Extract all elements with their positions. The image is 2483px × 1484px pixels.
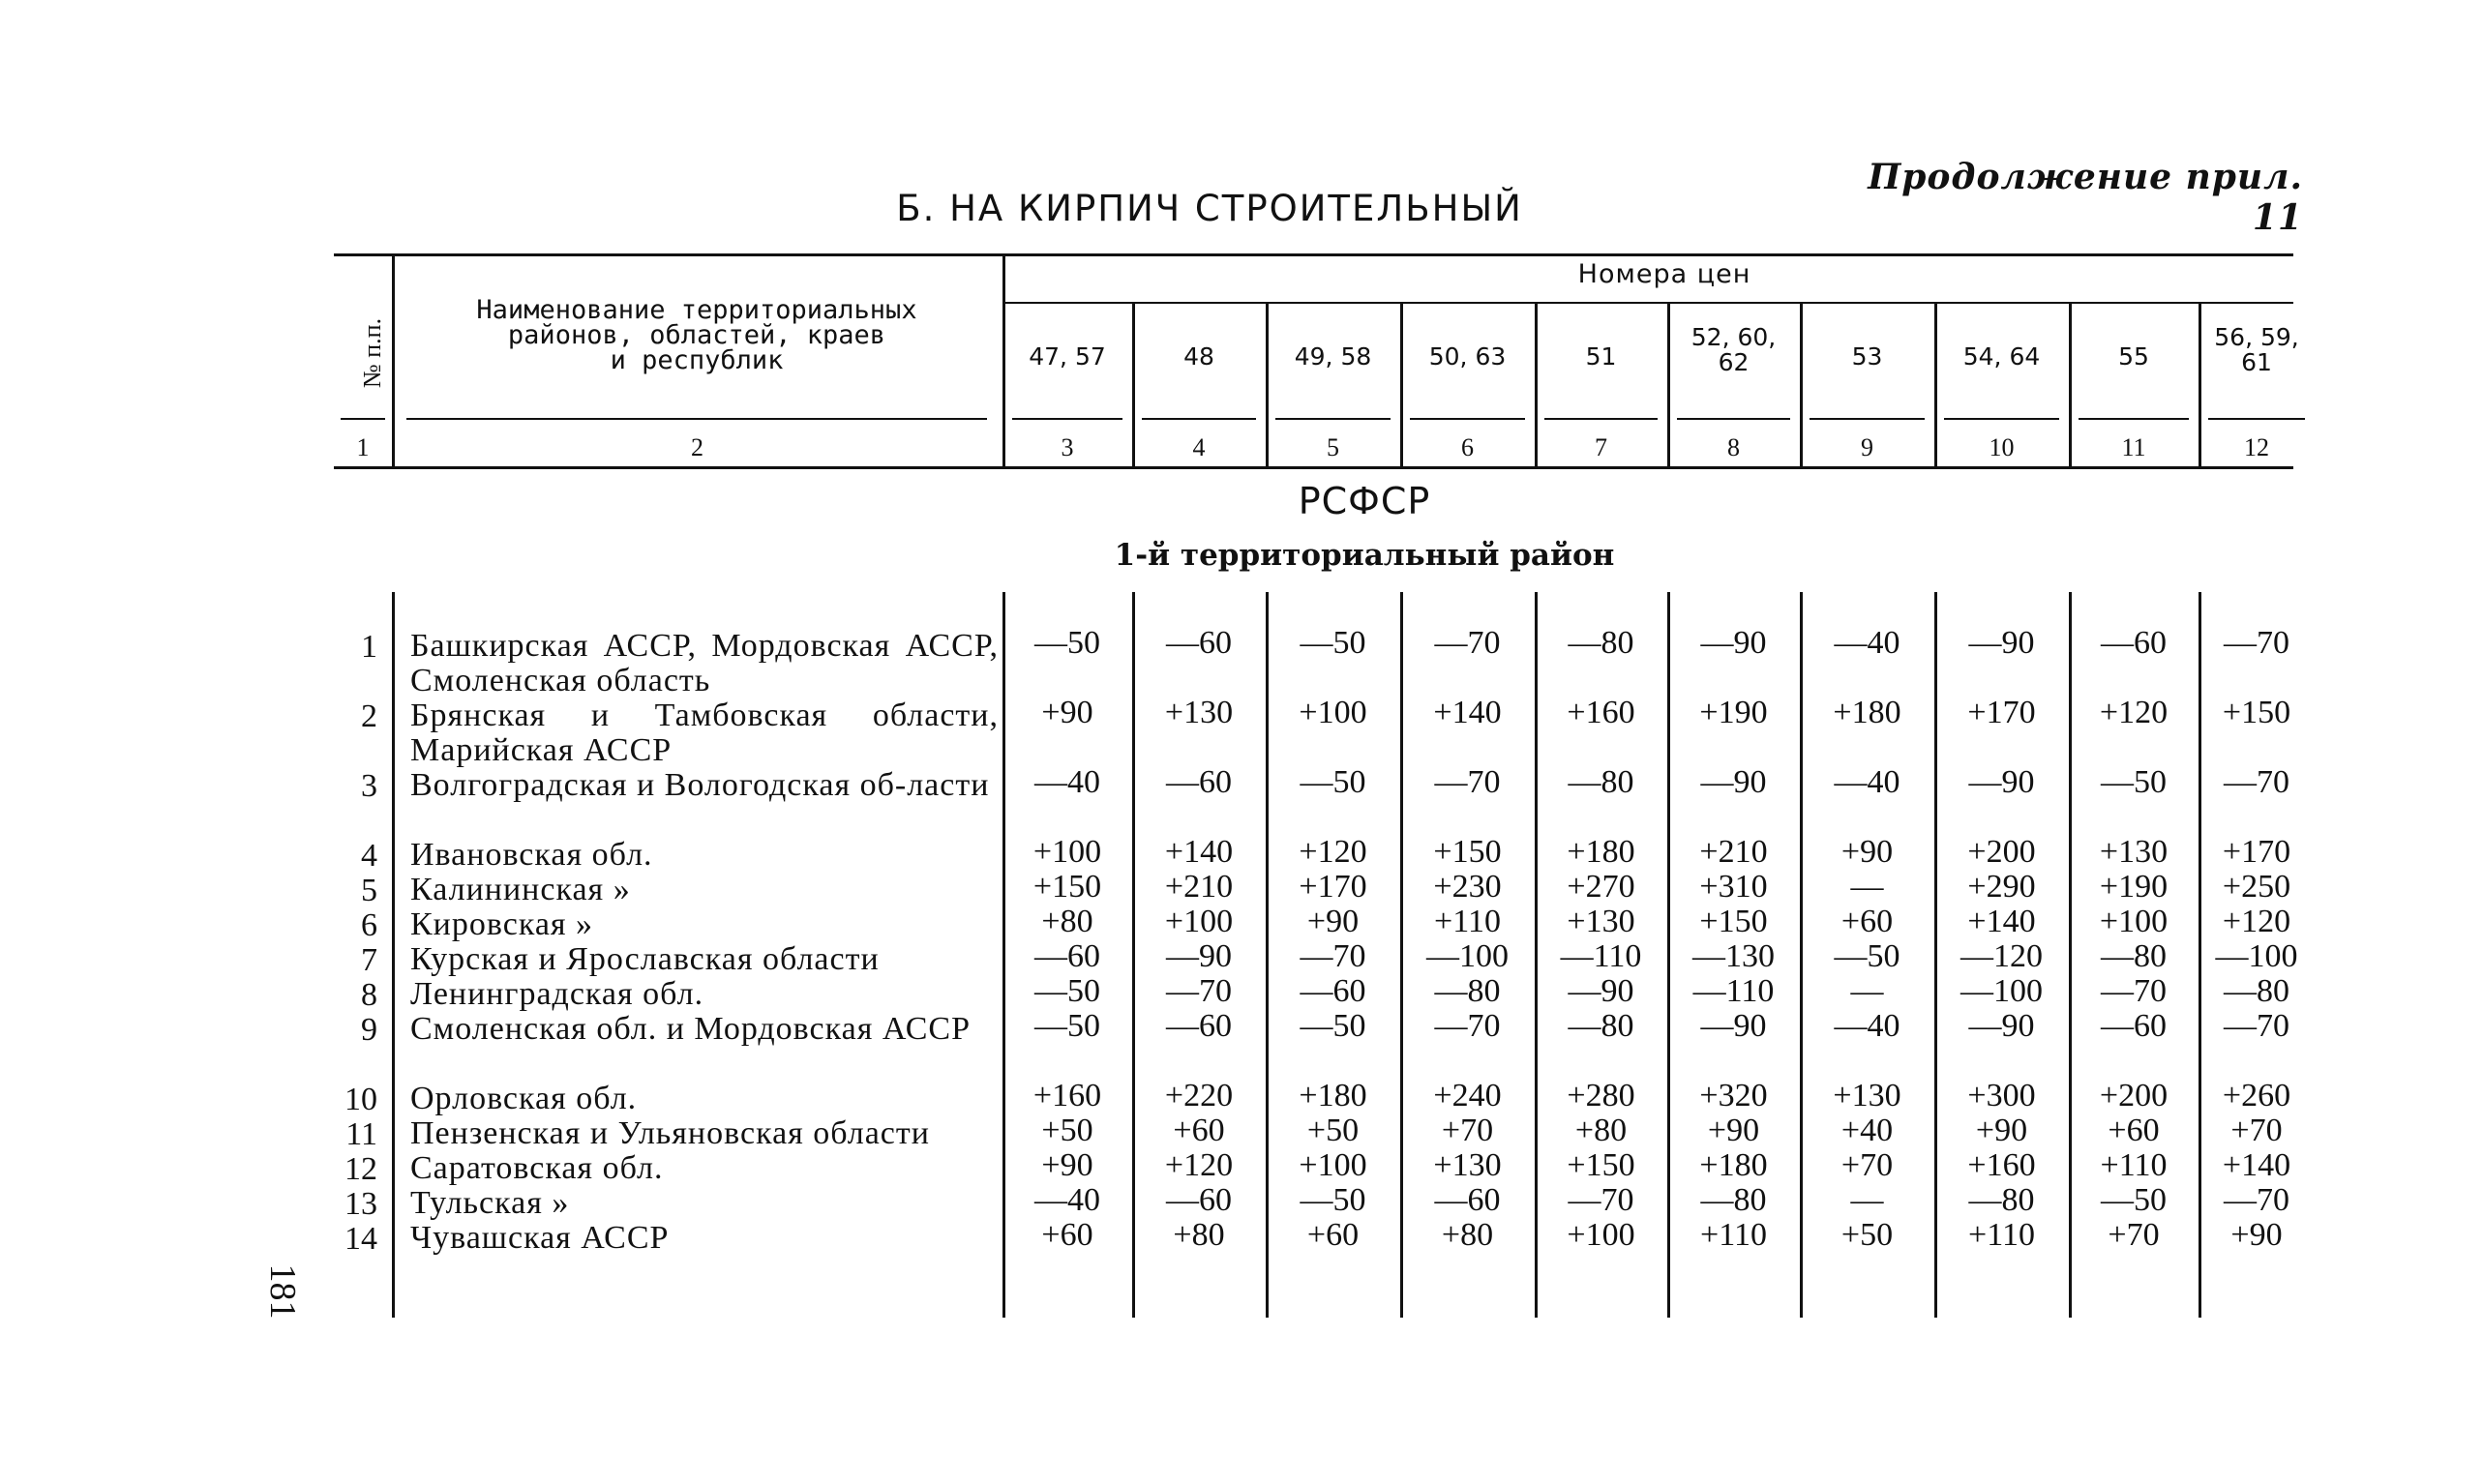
price-cell: +100 — [1164, 904, 1234, 939]
price-cell: +230 — [1433, 869, 1502, 905]
price-cell: —50 — [1300, 764, 1366, 800]
row-number: 9 — [361, 1012, 377, 1048]
price-cell: +120 — [1299, 834, 1367, 870]
row-number: 12 — [344, 1151, 377, 1187]
column-number: 9 — [1861, 433, 1873, 461]
price-cell: —80 — [1434, 973, 1501, 1009]
header-underline — [1677, 418, 1790, 420]
header-underline — [341, 418, 385, 420]
price-cell: —100 — [1960, 973, 2043, 1009]
price-cell: —80 — [2101, 938, 2167, 974]
price-cell: +320 — [1699, 1078, 1768, 1113]
price-cell: +130 — [1433, 1147, 1502, 1183]
price-column-header: 52, 60, 62 — [1690, 323, 1777, 376]
price-cell: +90 — [1041, 695, 1093, 730]
price-cell: —60 — [1034, 938, 1100, 974]
header-underline — [1410, 418, 1525, 420]
page-number: 181 — [262, 1263, 303, 1320]
price-cell: +180 — [1567, 834, 1635, 870]
price-cell: —40 — [1834, 1008, 1900, 1044]
column-number: 3 — [1061, 433, 1074, 461]
price-cell: +60 — [2108, 1113, 2160, 1148]
price-cell: +110 — [1968, 1217, 2035, 1253]
price-cell: +50 — [1306, 1113, 1360, 1148]
price-numbers-header: Номера цен — [1577, 259, 1751, 289]
price-cell: +210 — [1699, 834, 1768, 870]
column-number: 4 — [1192, 433, 1206, 461]
price-cell: +190 — [1699, 695, 1768, 730]
price-cell: +100 — [1567, 1217, 1635, 1253]
row-region-name: Кировская » — [410, 906, 594, 942]
row-number: 1 — [361, 629, 377, 665]
vline-body-np — [392, 592, 395, 1318]
column-number: 5 — [1327, 433, 1339, 461]
price-cell: +170 — [2222, 834, 2291, 870]
header-underline — [406, 418, 987, 420]
price-cell: +150 — [1699, 904, 1768, 939]
price-cell: +90 — [1840, 834, 1894, 870]
header-underline — [1275, 418, 1391, 420]
price-cell: +150 — [1433, 834, 1502, 870]
header-underline — [1810, 418, 1925, 420]
price-column-header: 50, 63 — [1428, 342, 1507, 371]
price-cell: +70 — [2230, 1113, 2283, 1148]
price-cell: +40 — [1840, 1113, 1894, 1148]
header-underline — [1944, 418, 2059, 420]
price-cell: —50 — [1034, 973, 1100, 1009]
row-number: 13 — [344, 1186, 377, 1222]
price-cell: +110 — [2100, 1147, 2168, 1183]
price-cell: —70 — [2224, 625, 2289, 661]
price-cell: —80 — [1968, 1182, 2035, 1218]
price-cell: +180 — [1833, 695, 1901, 730]
price-cell: +160 — [1567, 695, 1635, 730]
price-cell: +290 — [1967, 869, 2036, 905]
price-cell: +140 — [1164, 834, 1234, 870]
price-cell: —90 — [1968, 625, 2035, 661]
price-cell: —50 — [1834, 938, 1900, 974]
price-cell: +100 — [1299, 695, 1367, 730]
header-bottom-rule — [334, 466, 2293, 469]
price-cell: +150 — [1032, 869, 1102, 905]
column-number: 6 — [1461, 433, 1474, 461]
price-cell: —120 — [1960, 938, 2043, 974]
row-region-name: Пензенская и Ульяновская области — [410, 1115, 930, 1151]
subsection-heading: 1-й территориальный район — [1114, 538, 1615, 573]
continuation-note: Продолжение прил. 11 — [1868, 157, 2303, 238]
price-cell: —50 — [1034, 625, 1100, 661]
row-region-name: Чувашская АССР — [410, 1220, 670, 1256]
price-cell: +300 — [1967, 1078, 2036, 1113]
price-cell: +60 — [1306, 1217, 1360, 1253]
price-column-header: 47, 57 — [1029, 342, 1106, 371]
column-number: 7 — [1595, 433, 1607, 461]
price-cell: +120 — [2099, 695, 2169, 730]
price-cell: +130 — [2099, 834, 2169, 870]
price-cell: +240 — [1433, 1078, 1502, 1113]
price-cell: +90 — [2230, 1217, 2283, 1253]
row-region-name: Орловская обл. — [410, 1081, 638, 1116]
price-cell: —80 — [1568, 1008, 1634, 1044]
price-cell: +90 — [1975, 1113, 2028, 1148]
price-column-header: 55 — [2118, 342, 2149, 371]
price-cell: —70 — [1434, 1008, 1501, 1044]
header-underline — [2079, 418, 2189, 420]
row-number-header: № п.п. — [358, 317, 386, 389]
price-cell: —90 — [1700, 764, 1767, 800]
price-cell: +110 — [1434, 904, 1501, 939]
price-cell: —110 — [1692, 973, 1775, 1009]
price-cell: —90 — [1568, 973, 1634, 1009]
price-cell: +180 — [1299, 1078, 1367, 1113]
row-number: 7 — [361, 942, 377, 978]
price-cell: — — [1850, 869, 1884, 905]
header-underline — [1012, 418, 1122, 420]
price-cell: —50 — [1034, 1008, 1100, 1044]
price-cell: +170 — [1299, 869, 1367, 905]
price-cell: —70 — [1166, 973, 1232, 1009]
price-cell: —130 — [1692, 938, 1775, 974]
price-cell: —50 — [1300, 1182, 1366, 1218]
row-number: 3 — [361, 768, 377, 804]
row-number: 8 — [361, 977, 377, 1013]
price-cell: +80 — [1441, 1217, 1494, 1253]
price-cell: +80 — [1041, 904, 1093, 939]
price-cell: —50 — [1300, 1008, 1366, 1044]
section-heading: РСФСР — [1298, 480, 1431, 522]
price-cell: +250 — [2222, 869, 2291, 905]
price-cell: +140 — [1967, 904, 2036, 939]
price-cell: +100 — [1032, 834, 1102, 870]
price-cell: +150 — [2222, 695, 2291, 730]
price-cell: +70 — [2108, 1217, 2160, 1253]
price-cell: —70 — [2101, 973, 2167, 1009]
price-cell: —70 — [2224, 764, 2289, 800]
price-cell: +130 — [1164, 695, 1234, 730]
price-cell: +130 — [1567, 904, 1635, 939]
price-cell: +80 — [1173, 1217, 1225, 1253]
price-column-header: 56, 59, 61 — [2214, 323, 2299, 376]
price-cell: +110 — [1700, 1217, 1767, 1253]
row-region-name: Ленинградская обл. — [410, 976, 704, 1012]
price-cell: +60 — [1041, 1217, 1093, 1253]
header-underline — [1544, 418, 1658, 420]
price-column-header: 48 — [1183, 342, 1214, 371]
price-cell: — — [1850, 973, 1884, 1009]
price-cell: +180 — [1699, 1147, 1768, 1183]
row-number: 6 — [361, 907, 377, 943]
row-region-name: Башкирская АССР, Мордовская АССР, Смоленская область — [410, 628, 999, 698]
column-number: 2 — [691, 433, 703, 461]
price-cell: +90 — [1306, 904, 1360, 939]
price-cell: +90 — [1707, 1113, 1760, 1148]
price-cell: —70 — [1568, 1182, 1634, 1218]
price-cell: +200 — [1967, 834, 2036, 870]
row-region-name: Саратовская обл. — [410, 1150, 664, 1186]
price-cell: +100 — [1299, 1147, 1367, 1183]
price-cell: +150 — [1567, 1147, 1635, 1183]
price-cell: +50 — [1840, 1217, 1894, 1253]
row-number: 14 — [344, 1221, 377, 1257]
row-region-name: Тульская » — [410, 1185, 570, 1221]
price-cell: —40 — [1834, 625, 1900, 661]
row-region-name: Брянская и Тамбовская области, Марийская АССР — [410, 697, 999, 768]
name-column-header: Наименование территориальных районов, областей, краев и республик — [476, 295, 917, 375]
price-cell: —70 — [1434, 764, 1501, 800]
price-cell: —50 — [2101, 764, 2167, 800]
price-cell: —80 — [1700, 1182, 1767, 1218]
row-number: 10 — [344, 1082, 377, 1117]
price-cell: —90 — [1700, 1008, 1767, 1044]
price-cell: +50 — [1041, 1113, 1093, 1148]
price-cell: —70 — [2224, 1182, 2289, 1218]
row-region-name: Калининская » — [410, 872, 631, 907]
price-column-header: 49, 58 — [1294, 342, 1372, 371]
header-underline — [2208, 418, 2305, 420]
price-cell: —100 — [2215, 938, 2298, 974]
price-cell: +160 — [1967, 1147, 2036, 1183]
price-cell: —90 — [1700, 625, 1767, 661]
price-cell: +140 — [1433, 695, 1502, 730]
row-region-name: Волгоградская и Вологодская об-ласти — [410, 767, 990, 803]
price-cell: —60 — [2101, 625, 2167, 661]
price-cell: +120 — [1164, 1147, 1234, 1183]
row-number: 11 — [345, 1116, 377, 1152]
price-cell: +190 — [2099, 869, 2169, 905]
price-cell: —60 — [2101, 1008, 2167, 1044]
price-cell: —70 — [1300, 938, 1366, 974]
column-number: 12 — [2244, 433, 2269, 461]
price-cell: —70 — [1434, 625, 1501, 661]
price-cell: +130 — [1833, 1078, 1901, 1113]
price-cell: —50 — [1300, 625, 1366, 661]
price-cell: —80 — [1568, 764, 1634, 800]
row-number: 2 — [361, 698, 377, 734]
price-cell: —40 — [1034, 764, 1100, 800]
price-cell: —60 — [1166, 1182, 1232, 1218]
price-cell: +120 — [2222, 904, 2291, 939]
price-cell: +70 — [1840, 1147, 1894, 1183]
price-cell: —90 — [1166, 938, 1232, 974]
price-cell: —100 — [1426, 938, 1509, 974]
price-cell: +310 — [1699, 869, 1768, 905]
price-cell: —60 — [1300, 973, 1366, 1009]
price-cell: —50 — [2101, 1182, 2167, 1218]
price-cell: —60 — [1166, 1008, 1232, 1044]
column-number: 11 — [2121, 433, 2146, 461]
row-number: 5 — [361, 873, 377, 908]
price-cell: +200 — [2099, 1078, 2169, 1113]
price-cell: —90 — [1968, 1008, 2035, 1044]
price-cell: —70 — [2224, 1008, 2289, 1044]
price-cell: +140 — [2222, 1147, 2291, 1183]
price-cell: —40 — [1834, 764, 1900, 800]
price-cell: —110 — [1560, 938, 1642, 974]
header-underline — [1142, 418, 1256, 420]
price-cell: —80 — [2224, 973, 2289, 1009]
column-number: 1 — [356, 433, 370, 461]
price-cell: +280 — [1567, 1078, 1635, 1113]
row-region-name: Смоленская обл. и Мордовская АССР — [410, 1011, 971, 1047]
price-cell: +160 — [1032, 1078, 1102, 1113]
page-title: Б. НА КИРПИЧ СТРОИТЕЛЬНЫЙ — [896, 188, 1523, 229]
price-column-header: 51 — [1585, 342, 1617, 371]
price-cell: +90 — [1041, 1147, 1093, 1183]
price-cell: —60 — [1166, 625, 1232, 661]
price-cell: —80 — [1568, 625, 1634, 661]
price-column-header: 53 — [1851, 342, 1883, 371]
price-group-rule — [1002, 302, 2293, 304]
price-cell: +60 — [1840, 904, 1894, 939]
row-region-name: Ивановская обл. — [410, 837, 653, 873]
price-cell: +80 — [1574, 1113, 1628, 1148]
price-cell: +260 — [2222, 1078, 2291, 1113]
column-number: 10 — [1989, 433, 2015, 461]
row-region-name: Курская и Ярославская области — [410, 941, 880, 977]
price-cell: +70 — [1441, 1113, 1494, 1148]
price-cell: —40 — [1034, 1182, 1100, 1218]
price-cell: +60 — [1173, 1113, 1225, 1148]
price-cell: —90 — [1968, 764, 2035, 800]
row-number: 4 — [361, 838, 377, 874]
price-cell: +220 — [1164, 1078, 1234, 1113]
price-cell: —60 — [1434, 1182, 1501, 1218]
price-cell: +170 — [1967, 695, 2036, 730]
price-column-header: 54, 64 — [1962, 342, 2041, 371]
price-cell: —60 — [1166, 764, 1232, 800]
price-cell: +210 — [1164, 869, 1234, 905]
price-cell: +100 — [2099, 904, 2169, 939]
table-top-rule — [334, 253, 2293, 256]
price-cell: +270 — [1567, 869, 1635, 905]
price-cell: — — [1850, 1182, 1884, 1218]
column-number: 8 — [1727, 433, 1740, 461]
